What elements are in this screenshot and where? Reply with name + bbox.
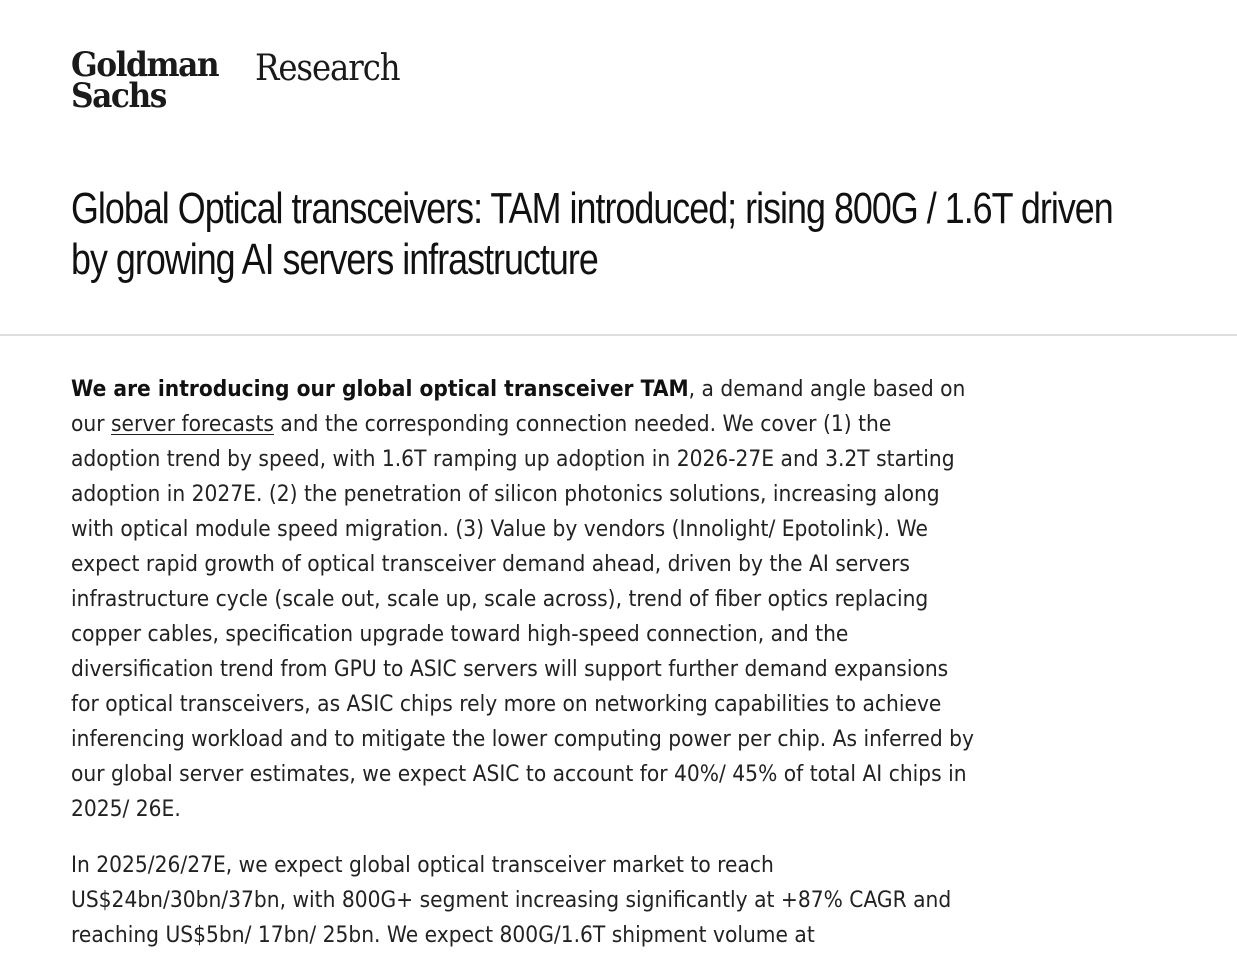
logo-line-1: Goldman <box>71 45 219 85</box>
paragraph-1 <box>71 372 980 827</box>
server-forecasts-link[interactable]: server forecasts <box>110 411 274 437</box>
article-body <box>71 372 980 974</box>
section-label: Research <box>254 48 400 89</box>
goldman-sachs-logo[interactable] <box>71 45 219 116</box>
paragraph-1-text-a: , a demand angle based on our <box>71 376 966 437</box>
paragraph-1-text-b: and the corresponding connection needed. We cover (1) the adoption trend by speed, with 1.6T ramping up adoption in 2026-27E and 3.2T starting adoption in 2027E. (2) the penetration of silicon photonics solutions, increasing along with optical module speed migration. (3) Value by vendors (Innolight/ Epotolink). We expect rapid growth of optical transceiver demand ahead, driven by the AI servers infrastructure cycle (scale out, scale up, scale across), trend of fiber optics replacing copper cables, specification upgrade toward high-speed connection, and the diversification trend from GPU to ASIC servers will support further demand expansions for optical transceivers, as ASIC chips rely more on networking capabilities to achieve inferencing workload and to mitigate the lower computing power per chip. As inferred by our global server estimates, we expect ASIC to account for 40%/ 45% of total AI chips in 2025/ 26E. <box>71 411 974 822</box>
page-header <box>71 45 416 116</box>
title-line-2: by growing AI servers infrastructure <box>71 235 598 284</box>
title-line-1: Global Optical transceivers: TAM introduced; rising 800G / 1.6T driven <box>71 184 1113 233</box>
paragraph-2: In 2025/26/27E, we expect global optical transceiver market to reach US$24bn/30bn/37bn, with 800G+ segment increasing significantly at +87% CAGR and reaching US$5bn/ 17bn/ 25bn. We expect 800G/1.6T shipment volume at <box>71 852 952 948</box>
lead-bold-text: We are introducing our global optical transceiver TAM <box>71 376 689 402</box>
logo-line-2: Sachs <box>71 76 166 116</box>
header-divider <box>0 334 1237 336</box>
article-title <box>71 183 1131 285</box>
